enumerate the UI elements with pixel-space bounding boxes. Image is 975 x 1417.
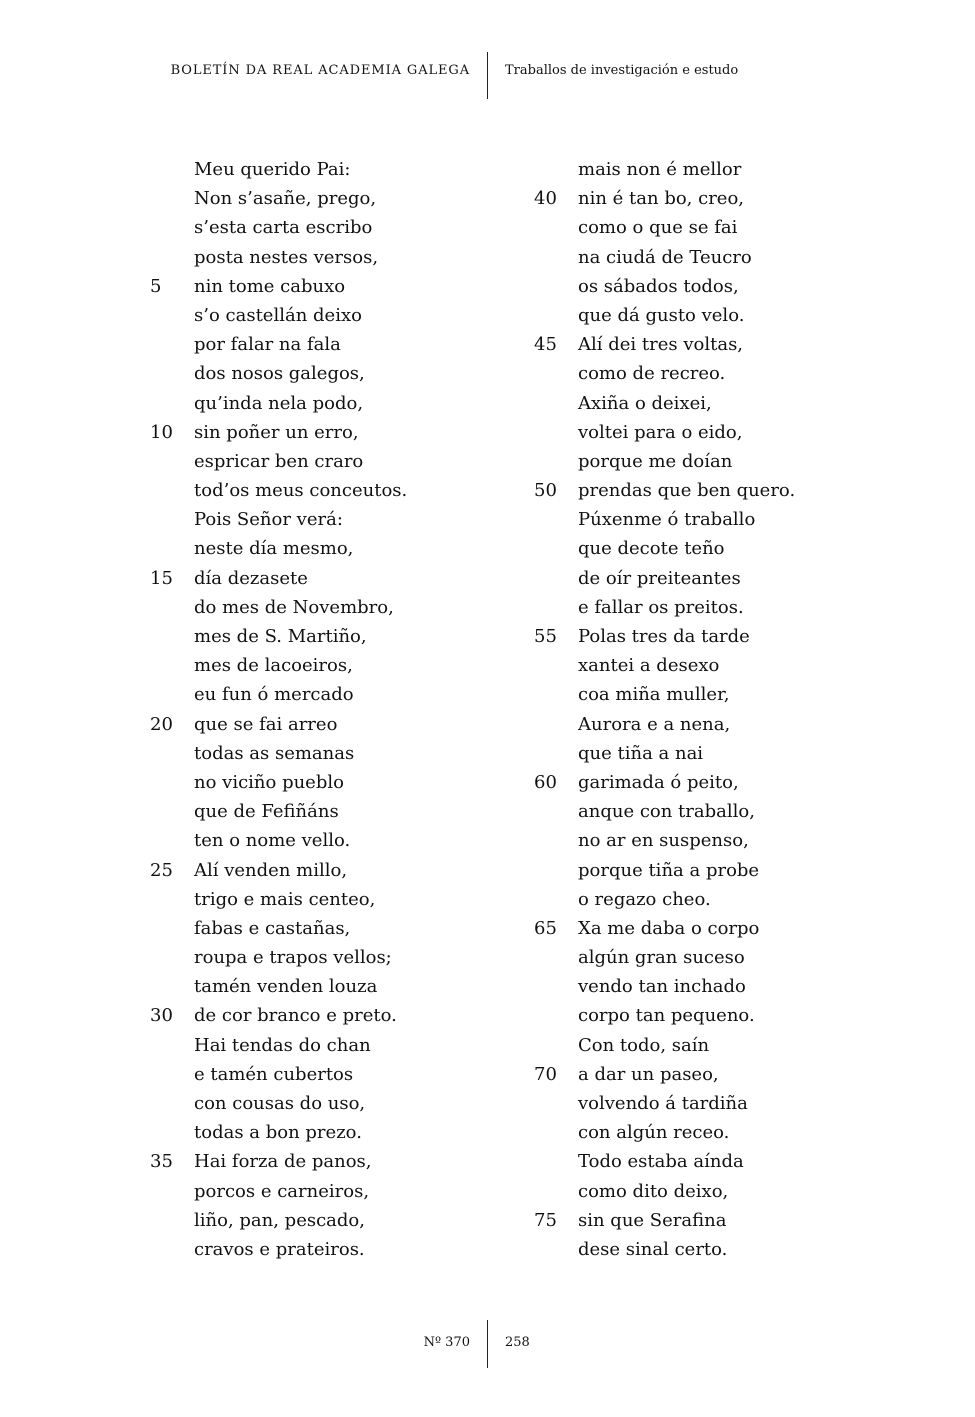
verse-text: vendo tan inchado [578, 976, 746, 998]
verse-text: como o que se fai [578, 217, 738, 239]
verse-text: Púxenme ó traballo [578, 509, 756, 531]
verse-text: que decote teño [578, 538, 725, 560]
verse-text: Meu querido Pai: [194, 159, 351, 180]
verse-text: que se fai arreo [194, 713, 338, 735]
section-title: Traballos de investigación e estudo [505, 63, 739, 78]
verse-text: como dito deixo, [578, 1180, 729, 1202]
line-number: 10 [150, 421, 173, 443]
verse-text: Polas tres da tarde [578, 626, 750, 647]
verse-text: e tamén cubertos [194, 1063, 354, 1085]
verse-text: posta nestes versos, [194, 246, 379, 268]
verse-text: porcos e carneiros, [194, 1180, 370, 1202]
verse-text: xantei a desexo [578, 655, 720, 677]
verse-text: cravos e prateiros. [194, 1238, 365, 1260]
verse-text: na ciudá de Teucro [578, 246, 752, 268]
verse-text: anque con traballo, [578, 801, 755, 823]
verse-text: ten o nome vello. [194, 830, 351, 852]
verse-text: Alí venden millo, [194, 859, 348, 881]
header-divider [487, 52, 488, 99]
verse-text: día dezasete [194, 567, 308, 589]
line-number: 45 [534, 334, 557, 356]
verse-text: no ar en suspenso, [578, 830, 749, 852]
verse-text: de oír preiteantes [578, 567, 741, 589]
verse-text: Aurora e a nena, [578, 713, 731, 735]
line-number: 65 [534, 917, 557, 939]
running-head [0, 0, 975, 110]
verse-text: algún gran suceso [578, 947, 745, 969]
line-number: 20 [150, 713, 173, 735]
verse-text: con algún receo. [578, 1122, 730, 1144]
issue-number: Nº 370 [423, 1335, 470, 1350]
verse-text: fabas e castañas, [194, 917, 351, 939]
line-number: 70 [534, 1063, 557, 1085]
page-number: 258 [505, 1335, 530, 1350]
line-number: 30 [150, 1005, 173, 1027]
line-number: 5 [150, 275, 162, 297]
verse-text: Hai tendas do chan [194, 1034, 371, 1056]
verse-text: Hai forza de panos, [194, 1151, 372, 1173]
verse-text: voltei para o eido, [578, 421, 743, 443]
line-number: 40 [534, 188, 557, 210]
verse-text: mes de S. Martiño, [194, 626, 367, 647]
verse-text: tod’os meus conceutos. [194, 480, 408, 502]
verse-text: Xa me daba o corpo [578, 917, 760, 939]
verse-text: Axiña o deixei, [578, 392, 712, 414]
verse-text: coa miña muller, [578, 684, 730, 706]
verse-text: Todo estaba aínda [578, 1151, 744, 1173]
verse-text: tamén venden louza [194, 976, 378, 998]
line-number: 60 [534, 771, 557, 793]
verse-text: roupa e trapos vellos; [194, 947, 392, 969]
verse-text: do mes de Novembro, [194, 596, 394, 618]
verse-text: que tiña a nai [578, 742, 704, 764]
verse-text: nin tome cabuxo [194, 275, 346, 297]
verse-text: porque me doían [578, 450, 733, 472]
verse-text: por falar na fala [194, 334, 341, 356]
verse-text: que dá gusto velo. [578, 304, 745, 326]
verse-text: no viciño pueblo [194, 771, 344, 793]
footer-divider [487, 1320, 488, 1368]
line-number: 15 [150, 567, 173, 589]
verse-text: o regazo cheo. [578, 888, 711, 910]
verse-text: liño, pan, pescado, [194, 1209, 365, 1231]
verse-text: sin poñer un erro, [194, 421, 359, 443]
line-number: 25 [150, 859, 173, 881]
verse-text: todas as semanas [194, 742, 355, 764]
verse-text: corpo tan pequeno. [578, 1005, 755, 1027]
verse-text: con cousas do uso, [194, 1093, 366, 1114]
line-number: 50 [534, 480, 557, 502]
line-number: 55 [534, 626, 557, 647]
verse-text: todas a bon prezo. [194, 1122, 362, 1144]
line-number: 35 [150, 1151, 173, 1173]
verse-text: Pois Señor verá: [194, 509, 343, 531]
verse-text: s’esta carta escribo [194, 217, 373, 239]
verse-text: nin é tan bo, creo, [578, 188, 745, 210]
verse-text: mes de lacoeiros, [194, 655, 353, 677]
verse-text: s’o castellán deixo [194, 304, 362, 326]
verse-text: eu fun ó mercado [194, 684, 354, 706]
verse-text: sin que Serafina [578, 1209, 727, 1231]
verse-text: e fallar os preitos. [578, 596, 744, 618]
page-footer [0, 1320, 975, 1380]
verse-text: neste día mesmo, [194, 538, 354, 560]
verse-text: prendas que ben quero. [578, 480, 796, 502]
line-number: 75 [534, 1209, 557, 1231]
verse-text: volvendo á tardiña [578, 1093, 748, 1114]
verse-text: mais non é mellor [578, 159, 742, 180]
verse-text: dese sinal certo. [578, 1238, 728, 1260]
verse-text: qu’inda nela podo, [194, 392, 364, 414]
verse-text: como de recreo. [578, 363, 726, 385]
verse-text: a dar un paseo, [578, 1063, 719, 1085]
verse-text: porque tiña a probe [578, 859, 760, 881]
verse-text: Con todo, saín [578, 1034, 710, 1056]
verse-text: espricar ben craro [194, 450, 364, 472]
verse-text: garimada ó peito, [578, 771, 739, 793]
journal-title: BOLETÍN DA REAL ACADEMIA GALEGA [170, 63, 470, 78]
verse-text: Alí dei tres voltas, [578, 334, 744, 356]
verse-text: os sábados todos, [578, 275, 739, 297]
verse-text: que de Fefiñáns [194, 801, 339, 823]
verse-text: Non s’asañe, prego, [194, 188, 377, 210]
verse-text: dos nosos galegos, [194, 363, 365, 385]
verse-text: de cor branco e preto. [194, 1005, 397, 1027]
verse-text: trigo e mais centeo, [194, 888, 376, 910]
